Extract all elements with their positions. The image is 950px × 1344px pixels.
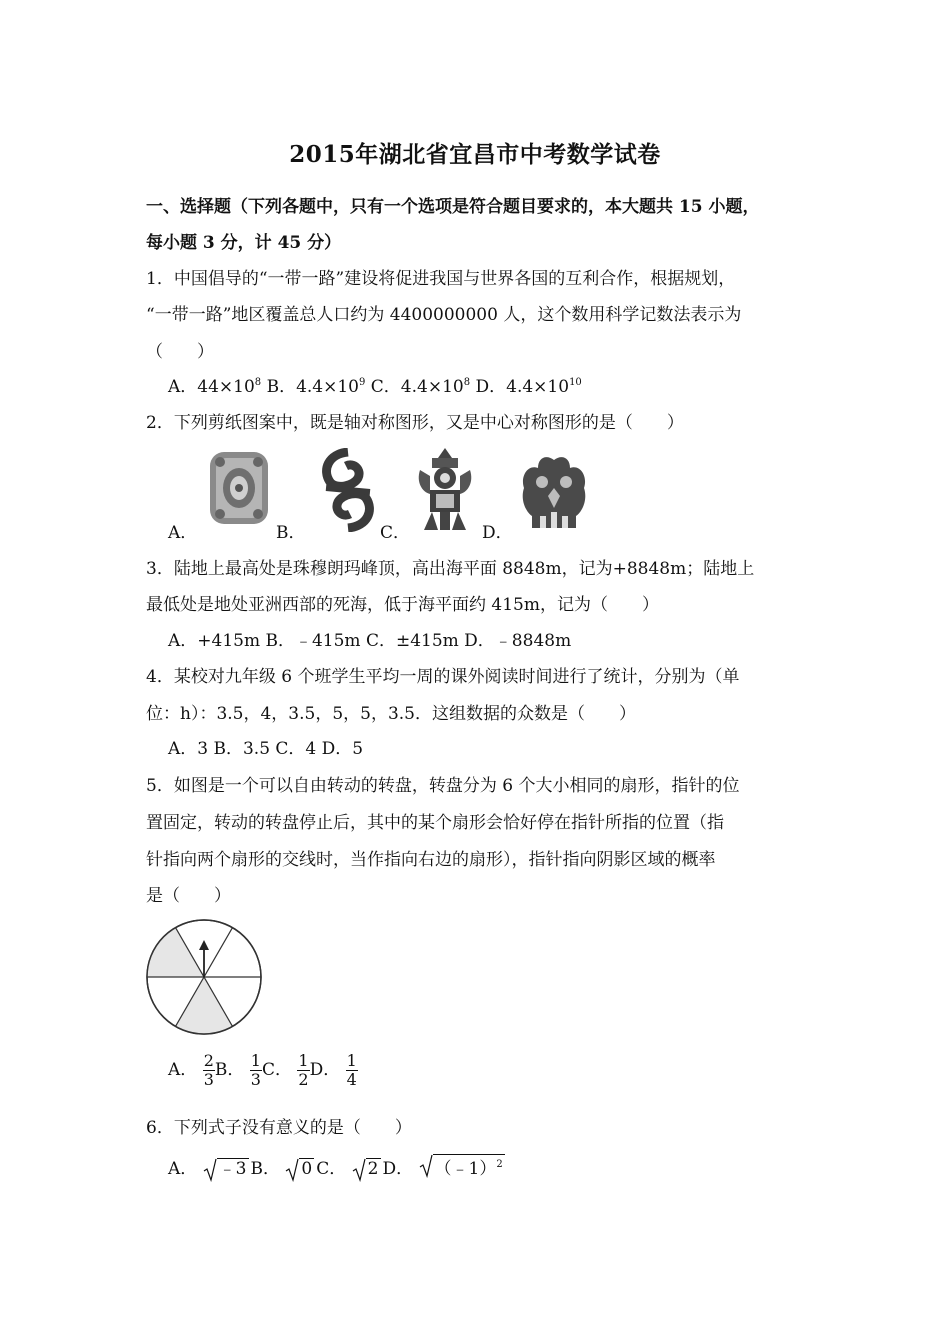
papercut-c-image: [414, 446, 476, 532]
q2-option-d-label: D．: [482, 523, 513, 543]
q5-option-b-label: B．: [214, 1060, 245, 1080]
q5-b-numerator: 1: [250, 1051, 261, 1070]
q1-option-d-exp: 10: [569, 377, 582, 388]
q6-option-d-label: D．: [382, 1159, 414, 1179]
q5-option-c-label: C．: [261, 1060, 292, 1080]
q5-line1: 5．如图是一个可以自由转动的转盘，转盘分为 6 个大小相同的扇形，指针的位: [146, 776, 740, 796]
papercut-a-image: [206, 446, 272, 530]
q5-line2: 置固定，转动的转盘停止后，其中的某个扇形会恰好停在指针所指的位置（指: [146, 813, 724, 833]
q3-line1: 3．陆地上最高处是珠穆朗玛峰顶，高出海平面 8848m，记为+8848m；陆地上: [146, 559, 755, 579]
q5-option-a-fraction: [203, 1052, 215, 1089]
q5-line4: 是（ ）: [146, 886, 231, 906]
q1-option-d-base: 4.4×10: [506, 377, 570, 397]
q6-option-a-sqrt: [203, 1158, 249, 1179]
q1-option-a-exp: 8: [254, 377, 262, 388]
q6-option-c-label: C．: [316, 1159, 347, 1179]
q5-option-c-fraction: [297, 1052, 309, 1089]
q2-line1: 2．下列剪纸图案中，既是轴对称图形，又是中心对称图形的是（ ）: [146, 413, 684, 433]
q3-options: A．+415m B．﹣415m C．±415m D．﹣8848m: [168, 631, 572, 651]
q6-line1: 6．下列式子没有意义的是（ ）: [146, 1118, 412, 1138]
q2-option-c-label: C．: [380, 523, 411, 543]
page-title: 2015年湖北省宜昌市中考数学试卷: [289, 141, 661, 168]
q1-option-a-base: 44×10: [197, 377, 255, 397]
q5-c-numerator: 1: [298, 1051, 309, 1070]
q6-b-radicand: 0: [301, 1159, 313, 1179]
q5-option-d-fraction: [346, 1052, 358, 1089]
q6-d-radicand: [433, 1154, 505, 1179]
q5-b-denominator: 3: [250, 1070, 261, 1089]
q1-line3: （ ）: [146, 342, 214, 362]
q6-options: [168, 1154, 507, 1179]
q5-option-d-label: D．: [309, 1060, 341, 1080]
papercut-d-image: [518, 452, 590, 530]
q4-options: A．3 B．3.5 C．4 D．5: [168, 739, 364, 759]
q6-c-radicand: 2: [367, 1159, 379, 1179]
q1-option-b-label: B．: [266, 377, 297, 397]
q5-d-numerator: 1: [346, 1051, 357, 1070]
q5-line3: 针指向两个扇形的交线时，当作指向右边的扇形），指针指向阴影区域的概率: [146, 850, 716, 870]
q6-d-base: （﹣1）: [434, 1159, 497, 1179]
q6-option-c-sqrt: [352, 1158, 381, 1179]
q2-option-a-label: A．: [168, 523, 198, 543]
section-heading-line2: 每小题 3 分，计 45 分）: [146, 233, 342, 253]
q6-d-exponent: 2: [496, 1159, 503, 1170]
q1-line2: “一带一路”地区覆盖总人口约为 4400000000 人，这个数用科学记数法表示为: [146, 305, 742, 325]
q1-option-c-label: C．: [370, 377, 401, 397]
q1-option-c-exp: 8: [463, 377, 471, 388]
papercut-b-image: [318, 448, 378, 532]
q6-a-radicand: ﹣3: [218, 1159, 247, 1179]
q2-option-b-label: B．: [276, 523, 306, 543]
q4-line2: 位：h）：3.5，4，3.5，5，5，3.5．这组数据的众数是（ ）: [146, 704, 637, 724]
q1-option-c-base: 4.4×10: [400, 377, 464, 397]
section-heading-line1: 一、选择题（下列各题中，只有一个选项是符合题目要求的，本大题共 15 小题，: [146, 197, 760, 217]
q1-options: [168, 372, 582, 397]
q4-line1: 4．某校对九年级 6 个班学生平均一周的课外阅读时间进行了统计，分别为（单: [146, 667, 740, 687]
q6-option-b-sqrt: [285, 1158, 314, 1179]
q1-option-b-exp: 9: [359, 377, 366, 388]
q5-d-denominator: 4: [346, 1070, 357, 1089]
q6-option-d-sqrt: [419, 1154, 505, 1179]
spinner-diagram: [144, 918, 264, 1036]
q3-line2: 最低处是地处亚洲西部的死海，低于海平面约 415m，记为（ ）: [146, 595, 659, 615]
q1-line1: 1．中国倡导的“一带一路”建设将促进我国与世界各国的互利合作，根据规划，: [146, 269, 736, 289]
q5-option-b-fraction: [250, 1052, 262, 1089]
q6-option-a-label: A．: [168, 1159, 198, 1179]
q5-c-denominator: 2: [298, 1070, 309, 1089]
q5-option-a-label: A．: [168, 1060, 198, 1080]
q5-a-numerator: 2: [203, 1051, 214, 1070]
q6-option-b-label: B．: [250, 1159, 281, 1179]
q5-a-denominator: 3: [203, 1070, 214, 1089]
q1-option-b-base: 4.4×10: [296, 377, 359, 397]
q5-options: [168, 1052, 358, 1089]
q1-option-a-label: A．: [168, 377, 198, 397]
q1-option-d-label: D．: [475, 377, 507, 397]
